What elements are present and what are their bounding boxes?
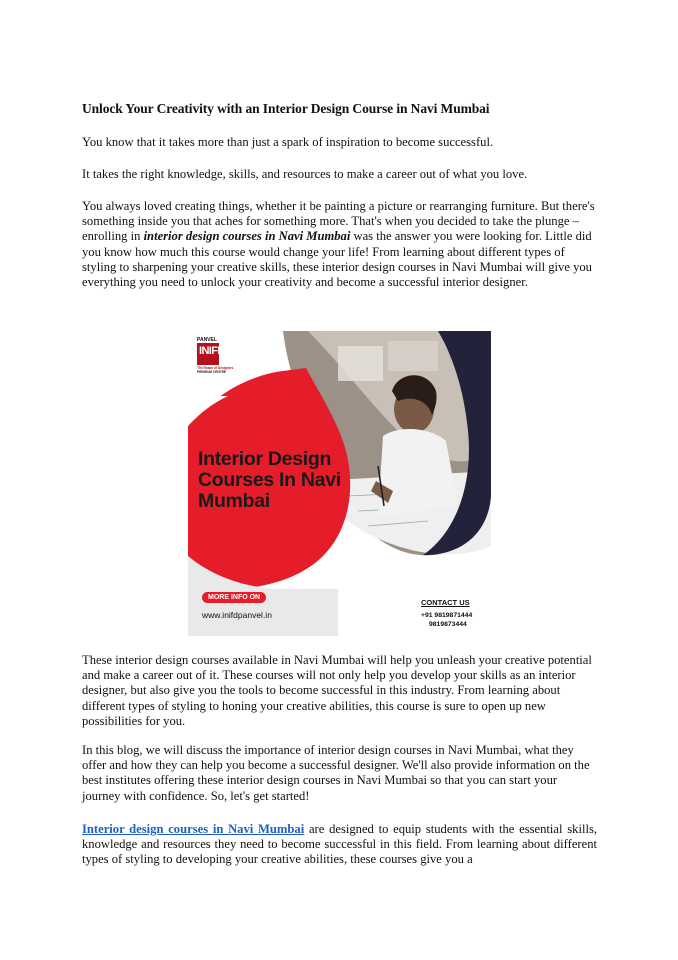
contact-title: CONTACT US: [421, 598, 470, 607]
logo-subtag: PREMIUM CENTRE: [197, 370, 227, 374]
emphasis-course-name: interior design courses in Navi Mumbai: [143, 229, 351, 244]
course-link[interactable]: Interior design courses in Navi Mumbai: [82, 822, 305, 836]
phone-secondary: 9819873444: [429, 621, 467, 628]
paragraph-knowledge: It takes the right knowledge, skills, and resources to make a career out of what you love.: [82, 167, 528, 181]
paragraph-unleash: These interior design courses available in Navi Mumbai will help you unleash your creative potential and make a career out of it. These courses will not only help you develop your skills as an interior designer, but also give you the tools to become successful in this industry. From learning about different types of styling to honing your creative abilities, this course is sure to open up new possibilities for you.: [82, 653, 592, 728]
paragraph-creating-text-end: was the answer you were looking for. Little did you know how much this course would change your life! From learning about different types of styling to sharpening your creative skills, these interior design courses in Navi Mumbai will give you everything you need to unlock your creativity and become a successful interior designer.: [82, 229, 592, 290]
article-title: Unlock Your Creativity with an Interior Design Course in Navi Mumbai: [82, 101, 490, 116]
paragraph-courses: [82, 822, 597, 868]
paragraph-creating-text: You always loved creating things, whether it be painting a picture or rearranging furniture. But there's something inside you that aches for something more. That's when you decided to take the plunge – enrolling in: [82, 199, 595, 244]
promo-website: www.inifdpanvel.in: [202, 610, 272, 620]
promo-heading: Interior Design Courses In Navi Mumbai: [198, 448, 341, 512]
paragraph-creating: [82, 199, 597, 290]
paragraph-courses-text: are designed to equip students with the essential skills, knowledge and resources they need to become successful in this field. From learning about different types of styling to developing your creative abilities, these courses give you a: [82, 822, 597, 867]
promo-image: [188, 331, 491, 636]
logo-tagline: The Realm of Designers: [197, 366, 234, 370]
paragraph-blog-overview: In this blog, we will discuss the importance of interior design courses in Navi Mumbai, what they offer and how they can help you become a successful designer. We'll also provide information on the best institutes offering these interior design courses in Navi Mumbai so that you can start your journey with confidence. So, let's get started!: [82, 743, 590, 803]
logo-location: PANVEL: [197, 337, 217, 343]
more-info-badge: MORE INFO ON: [202, 592, 266, 603]
logo-mark: INIFD: [199, 345, 225, 357]
paragraph-intro: You know that it takes more than just a spark of inspiration to become successful.: [82, 135, 494, 149]
phone-primary: +91 9819871444: [421, 612, 473, 619]
